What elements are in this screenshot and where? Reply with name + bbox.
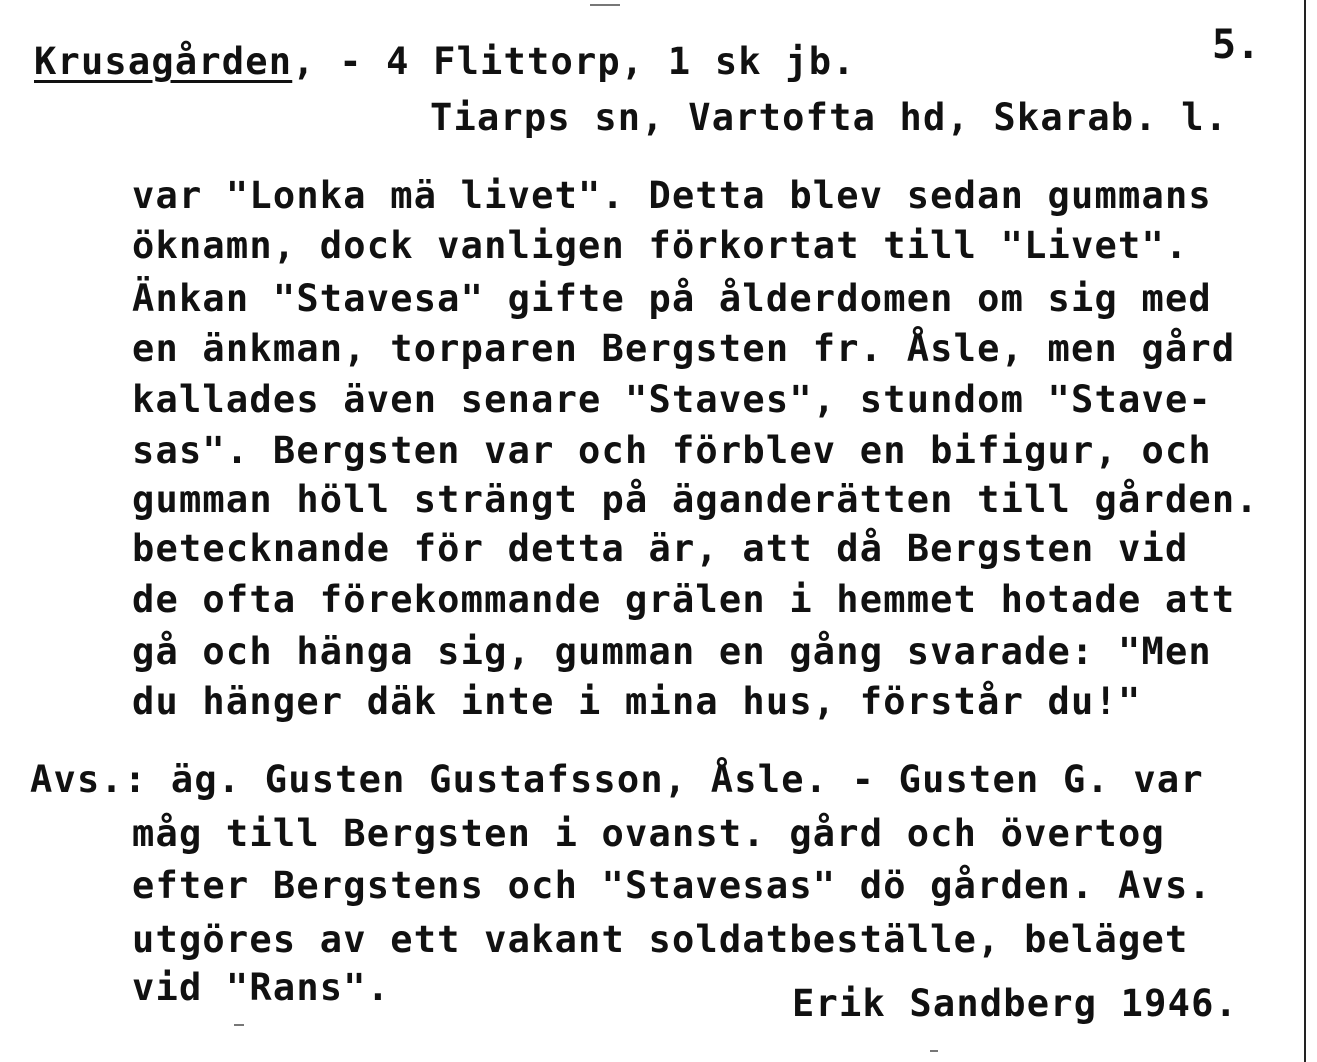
card-right-edge — [1304, 0, 1306, 1062]
avs-line: utgöres av ett vakant soldatbeställe, beläget — [132, 918, 1189, 961]
location-line: Tiarps sn, Vartofta hd, Skarab. l. — [430, 96, 1229, 139]
body-line: betecknande för detta är, att då Bergsten vid — [132, 527, 1189, 570]
farm-title-details: , - 4 Flittorp, 1 sk jb. — [292, 40, 856, 83]
body-line: öknamn, dock vanligen förkortat till "Livet". — [132, 224, 1189, 267]
farm-title: Krusagården — [34, 40, 293, 83]
body-line: en änkman, torparen Bergsten fr. Åsle, men gård — [132, 327, 1236, 370]
signature: Erik Sandberg 1946. — [792, 982, 1239, 1025]
card-header-line — [34, 40, 856, 84]
avs-line: efter Bergstens och "Stavesas" dö gården. Avs. — [132, 864, 1212, 907]
body-line: sas". Bergsten var och förblev en bifigur, och — [132, 429, 1212, 472]
body-line: gå och hänga sig, gumman en gång svarade: "Men — [132, 630, 1212, 673]
scan-speck — [930, 1050, 938, 1052]
body-line: gumman höll strängt på äganderätten till gården. — [132, 478, 1259, 521]
body-line: var "Lonka mä livet". Detta blev sedan gummans — [132, 174, 1212, 217]
avs-line: måg till Bergsten i ovanst. gård och övertog — [132, 812, 1165, 855]
body-line: de ofta förekommande grälen i hemmet hotade att — [132, 578, 1236, 621]
scan-speck — [590, 4, 620, 6]
body-line: du hänger däk inte i mina hus, förstår du!" — [132, 680, 1142, 723]
avs-line: vid "Rans". — [132, 966, 391, 1009]
scan-speck — [234, 1024, 244, 1026]
page-number: 5. — [1212, 22, 1261, 68]
avs-first-line: Avs.: äg. Gusten Gustafsson, Åsle. - Gusten G. var — [30, 758, 1204, 801]
body-line: kallades även senare "Staves", stundom "Stave- — [132, 378, 1212, 421]
body-line: Änkan "Stavesa" gifte på ålderdomen om sig med — [132, 277, 1212, 320]
